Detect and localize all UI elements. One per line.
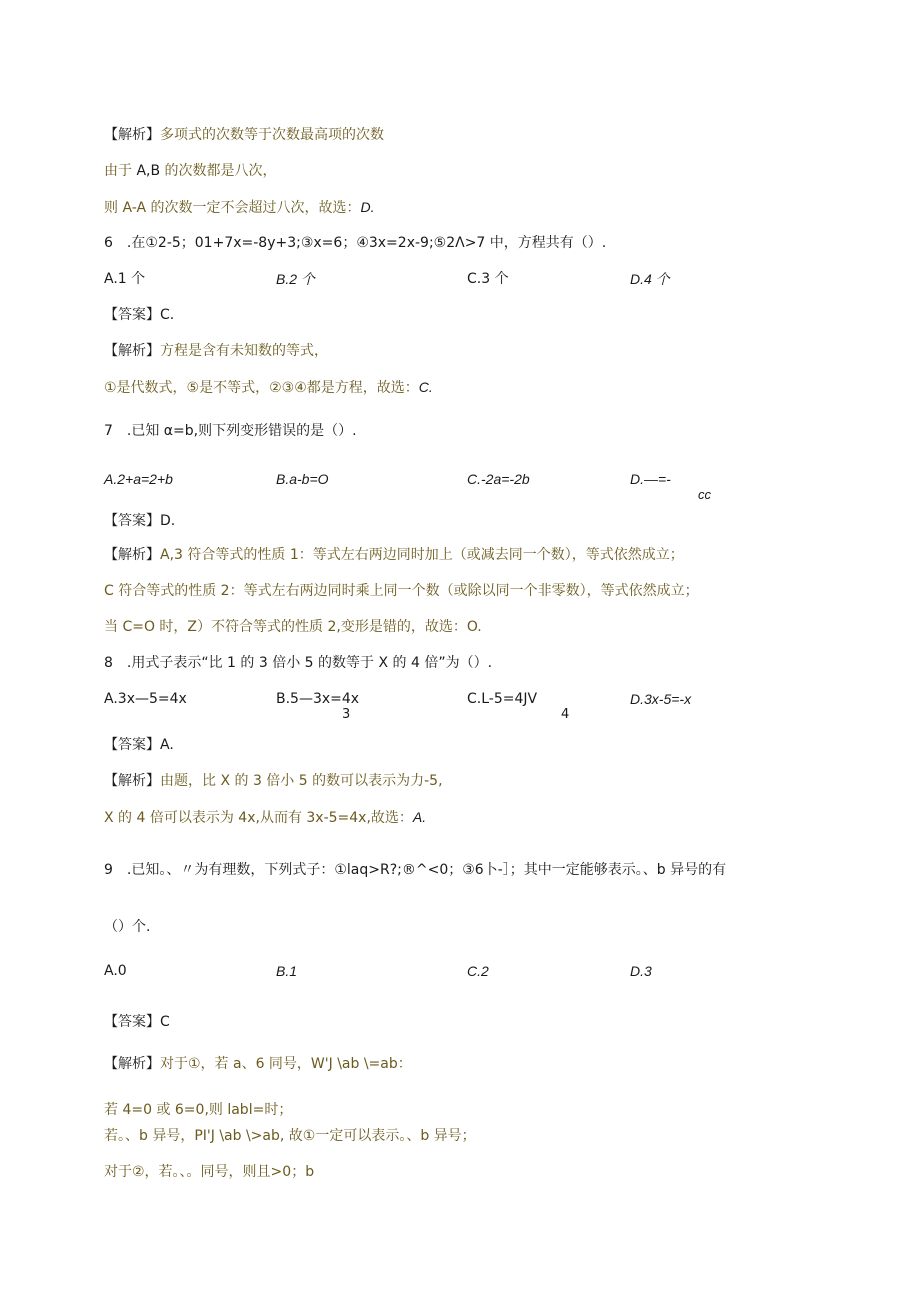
q9-option-b: B.1 — [276, 963, 298, 979]
q7-option-d: D.—=- — [630, 471, 671, 487]
q8-option-d: D.3x-5=-x — [630, 691, 692, 707]
analysis-line-3: 则 A-A 的次数一定不会超过八次，故选：D. — [104, 199, 375, 216]
question-7: 7 .已知 α=b,则下列变形错误的是（）. — [104, 423, 357, 439]
analysis-9-line-1: 【解析】对于①，若 a、6 同号，W'J \ab \=ab： — [104, 1056, 412, 1072]
q9-option-c: C.2 — [467, 963, 489, 979]
q6-option-a: A.1 个 — [104, 271, 146, 287]
q6-option-d: D.4 个 — [630, 271, 670, 287]
analysis-line-2: 由于 A,B 的次数都是八次， — [104, 163, 277, 179]
q6-option-c: C.3 个 — [467, 271, 509, 287]
question-9: 9 .已知。、〃为有理数，下列式子：①laq>R?;®^<0；③6卜-］；其中一定能够表示。、b 异号的有 — [104, 862, 727, 878]
analysis-6-line-2: ①是代数式，⑤是不等式，②③④都是方程，故选：C. — [104, 379, 433, 396]
q8-option-b-sub: 3 — [342, 707, 351, 722]
answer-7: 【答案】D. — [104, 513, 176, 529]
q6-option-b: B.2 个 — [276, 271, 315, 287]
analysis-line-1 — [104, 126, 384, 144]
q7-option-d-denominator: cc — [698, 487, 711, 502]
analysis-7-line-1: 【解析】A,3 符合等式的性质 1：等式左右两边同时加上（或减去同一个数），等式依然成立； — [104, 547, 684, 563]
question-9-continued: （）个. — [104, 919, 151, 935]
answer-6: 【答案】C. — [104, 307, 175, 323]
analysis-9-line-3: 若。、b 异号，PI'J \ab \>ab, 故①一定可以表示。、b 异号； — [104, 1128, 476, 1144]
analysis-9-line-2: 若 4=0 或 6=0,则 labl=时； — [104, 1102, 293, 1118]
q8-option-b: B.5—3x=4x — [276, 691, 360, 707]
analysis-8-line-2: X 的 4 倍可以表示为 4x,从而有 3x-5=4x,故选：A. — [104, 809, 427, 826]
analysis-tag: 【解析】 — [104, 127, 160, 143]
q7-option-c: C.-2a=-2b — [467, 471, 530, 487]
question-8: 8 .用式子表示“比 1 的 3 倍小 5 的数等于 X 的 4 倍”为（）. — [104, 655, 493, 671]
answer-8: 【答案】A. — [104, 737, 174, 753]
q8-option-c: C.L-5=4JV — [467, 691, 538, 707]
analysis-9-line-4: 对于②，若。、。同号，则且>0；b — [104, 1164, 315, 1180]
q9-option-a: A.0 — [104, 963, 127, 979]
q8-option-a: A.3x—5=4x — [104, 691, 187, 707]
answer-9: 【答案】C — [104, 1014, 170, 1030]
analysis-text: 多项式的次数等于次数最高项的次数 — [160, 127, 384, 143]
analysis-7-line-2: C 符合等式的性质 2：等式左右两边同时乘上同一个数（或除以同一个非零数），等式依然成立； — [104, 583, 699, 599]
q9-option-d: D.3 — [630, 963, 652, 979]
q7-option-b: B.a-b=O — [276, 471, 329, 487]
analysis-6-line-1: 【解析】方程是含有未知数的等式， — [104, 343, 328, 359]
q7-option-a: A.2+a=2+b — [104, 471, 173, 487]
analysis-7-line-3: 当 C=O 时，Z）不符合等式的性质 2,变形是错的，故选：O. — [104, 619, 482, 635]
analysis-8-line-1: 【解析】由题，比 X 的 3 倍小 5 的数可以表示为力-5, — [104, 773, 443, 789]
question-6: 6 .在①2-5；01+7x=-8y+3;③x=6；④3x=2x-9;⑤2Λ>7 中，方程共有（）. — [104, 235, 607, 251]
q8-option-c-sub: 4 — [561, 707, 570, 722]
